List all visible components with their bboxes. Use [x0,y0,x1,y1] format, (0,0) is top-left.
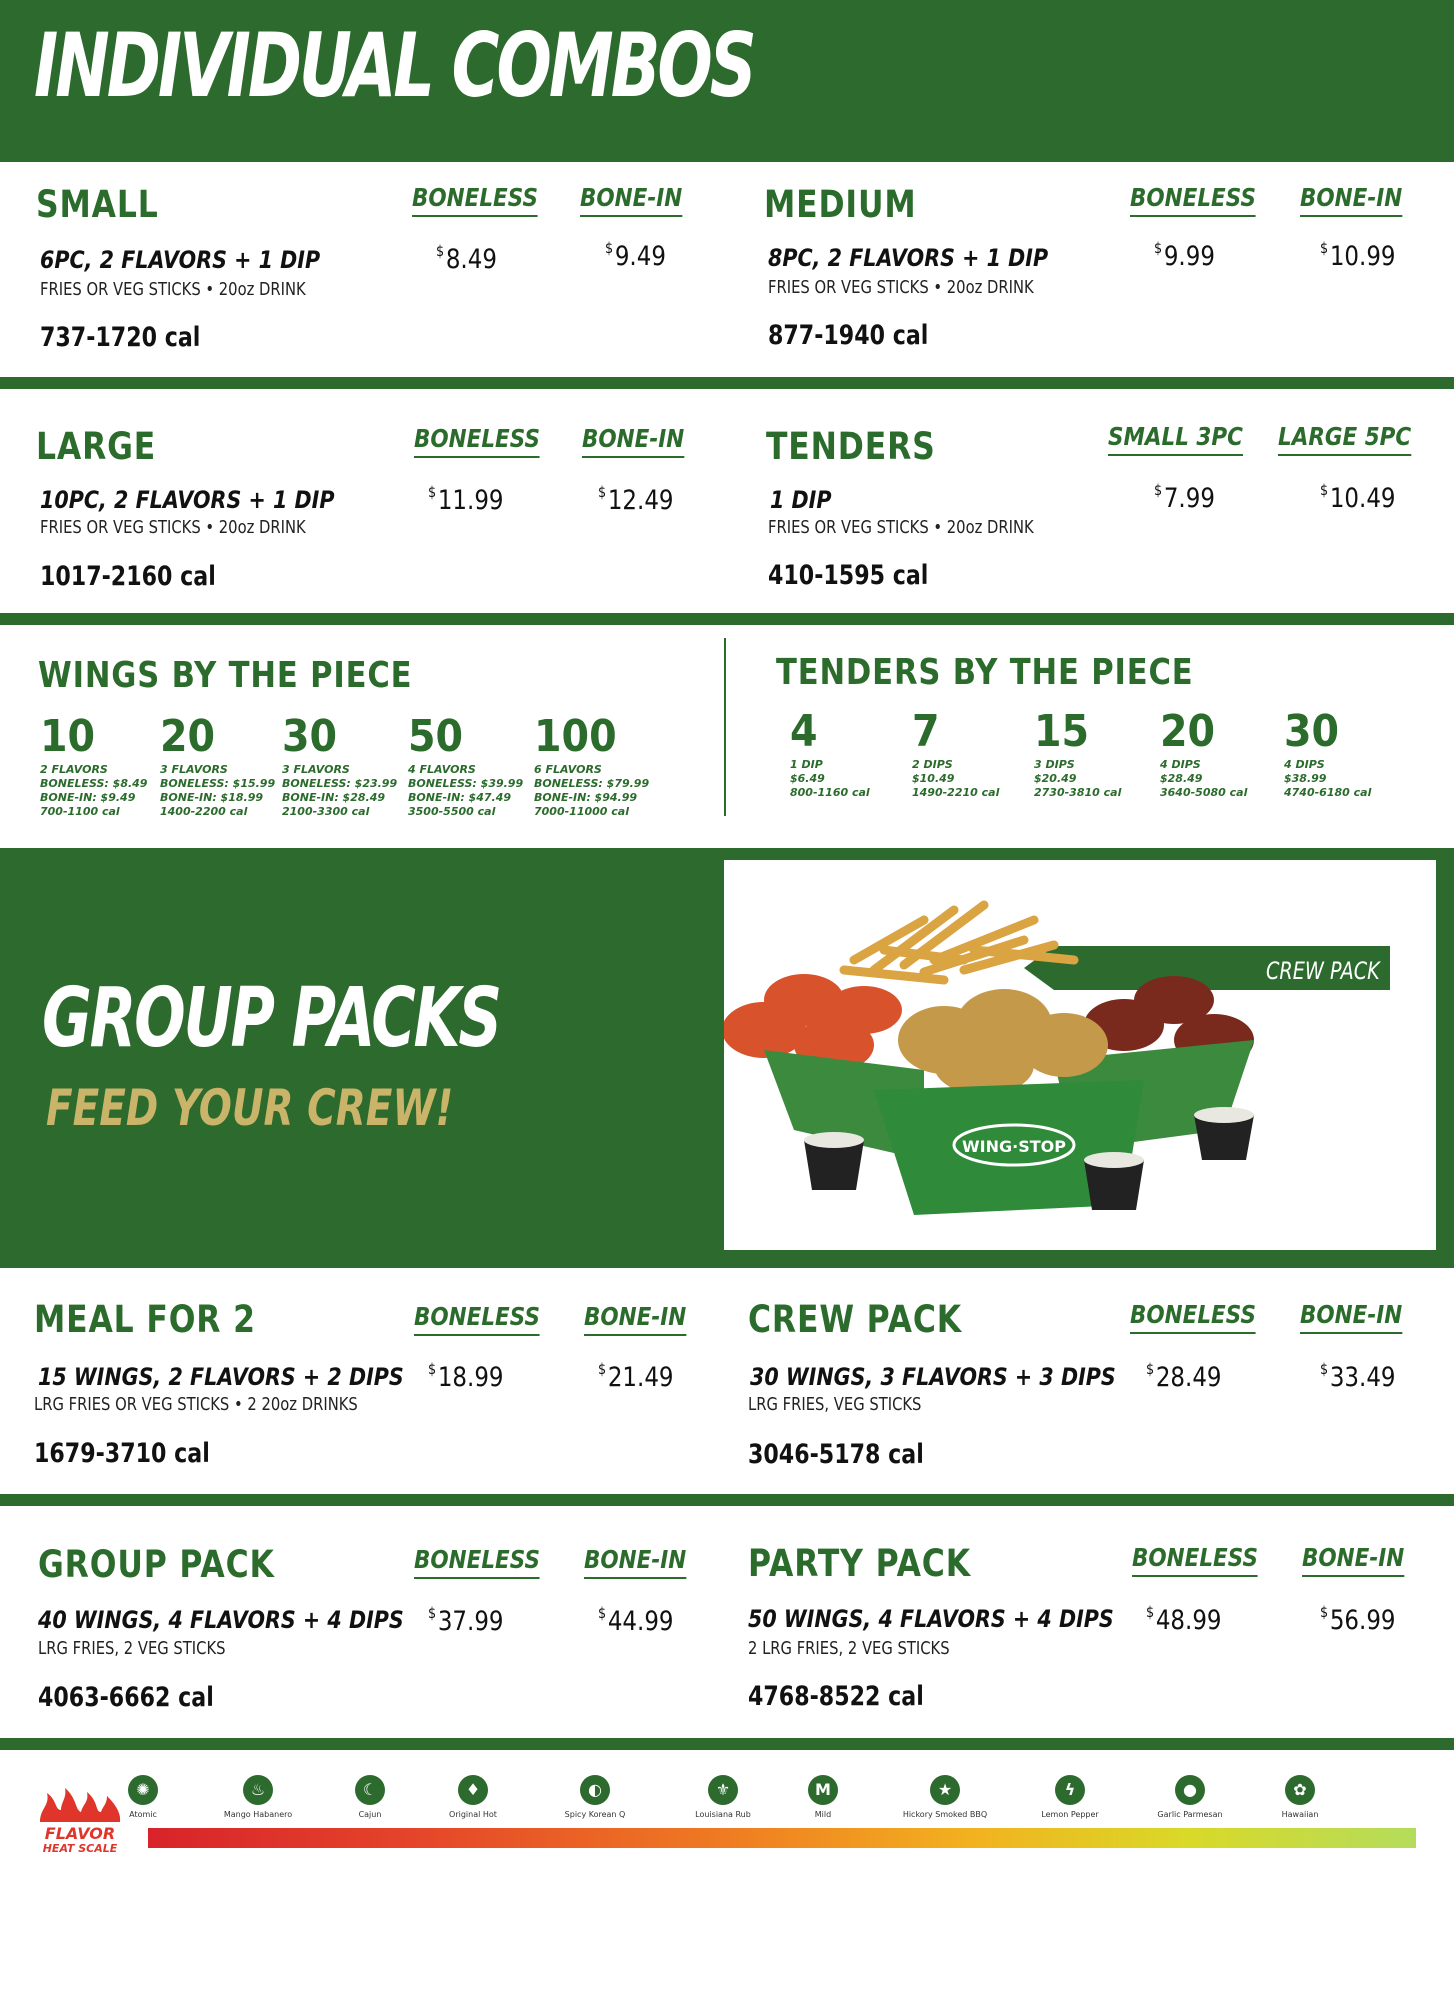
page-title: INDIVIDUAL COMBOS [34,14,754,117]
price-small: $7.99 [1154,481,1215,514]
pack-sub: LRG FRIES, 2 VEG STICKS [38,1638,226,1659]
flavor-label: Mild [814,1810,832,1819]
flavor-item [768,1775,878,1819]
pack-desc: 30 WINGS, 3 FLAVORS + 3 DIPS [750,1363,1116,1391]
garlic-icon: ● [1175,1775,1205,1805]
col-bone-in: BONE-IN [584,1303,686,1336]
col-bone-in: BONE-IN [1300,1301,1402,1334]
star-icon: ★ [930,1775,960,1805]
piece-cal: 7000-11000 cal [534,805,629,818]
col-small: SMALL 3PC [1108,423,1243,456]
pack-desc: 40 WINGS, 4 FLAVORS + 4 DIPS [38,1606,404,1634]
piece-cal: 1490-2210 cal [912,786,1000,799]
combo-desc: 1 DIP [770,486,832,514]
piece-cal: 700-1100 cal [40,805,120,818]
combo-name: SMALL [36,183,159,226]
fleur-de-lis-icon: ⚜ [708,1775,738,1805]
piece-bone-in: BONE-IN: $47.49 [408,791,511,804]
pack-sub: LRG FRIES, VEG STICKS [748,1394,922,1415]
tenders-piece-item [790,706,870,800]
piece-flavors: 3 FLAVORS [282,763,350,776]
col-boneless: BONELESS [414,1546,540,1579]
piece-price: $6.49 [790,772,825,785]
piece-flavors: 3 FLAVORS [160,763,228,776]
col-boneless: BONELESS [414,1303,540,1336]
tenders-piece-item [1034,706,1122,800]
combo-desc: 10PC, 2 FLAVORS + 1 DIP [40,486,335,514]
group-packs-tagline: FEED YOUR CREW! [46,1079,454,1137]
piece-flavors: 6 FLAVORS [534,763,602,776]
piece-dips: 1 DIP [790,758,823,771]
price-boneless: $8.49 [436,242,497,275]
food-photo-area [724,860,1436,1250]
divider [0,1494,1454,1506]
price-bone-in: $21.49 [598,1360,674,1393]
pack-cal: 4768-8522 cal [748,1681,924,1712]
piece-boneless: BONELESS: $79.99 [534,777,650,790]
combo-sub: FRIES OR VEG STICKS • 20oz DRINK [40,517,306,538]
pack-cal: 4063-6662 cal [38,1682,214,1713]
flavor-label: Garlic Parmesan [1157,1810,1223,1819]
combo-desc: 8PC, 2 FLAVORS + 1 DIP [768,244,1049,272]
pack-desc: 50 WINGS, 4 FLAVORS + 4 DIPS [748,1605,1114,1633]
flavor-item [540,1775,650,1819]
col-large: LARGE 5PC [1278,423,1411,456]
pack-name: PARTY PACK [748,1542,971,1585]
atom-icon: ✺ [128,1775,158,1805]
heat-label-top: FLAVOR [44,1824,116,1843]
piece-count: 20 [1160,706,1216,757]
wings-piece-title: WINGS BY THE PIECE [38,655,413,696]
combo-name: LARGE [36,425,157,468]
pack-name: CREW PACK [748,1298,963,1341]
piece-cal: 3640-5080 cal [1160,786,1248,799]
piece-cal: 800-1160 cal [790,786,870,799]
combo-cal: 877-1940 cal [768,320,929,351]
lightning-icon: ϟ [1055,1775,1085,1805]
piece-count: 10 [40,711,96,762]
hibiscus-icon: ✿ [1285,1775,1315,1805]
flavor-item [203,1775,313,1819]
food-photo [724,860,1436,1250]
price-bone-in: $56.99 [1320,1603,1396,1636]
tenders-piece-item [912,706,1000,800]
combo-cal: 737-1720 cal [40,322,201,353]
piece-cal: 3500-5500 cal [408,805,496,818]
piece-bone-in: BONE-IN: $18.99 [160,791,263,804]
col-boneless: BONELESS [414,425,540,458]
piece-count: 15 [1034,706,1090,757]
price-bone-in: $9.49 [605,239,666,272]
wings-piece-item [282,711,398,819]
flavor-label: Spicy Korean Q [564,1810,626,1819]
piece-price: $38.99 [1284,772,1327,785]
flavor-label: Louisiana Rub [695,1810,751,1819]
price-bone-in: $12.49 [598,483,674,516]
piece-dips: 2 DIPS [912,758,953,771]
divider [0,1738,1454,1750]
pack-cal: 1679-3710 cal [34,1438,210,1469]
combo-sub: FRIES OR VEG STICKS • 20oz DRINK [768,277,1034,298]
piece-price: $28.49 [1160,772,1203,785]
price-boneless: $37.99 [428,1604,504,1637]
wings-piece-item [40,711,148,819]
price-boneless: $18.99 [428,1360,504,1393]
col-bone-in: BONE-IN [582,425,684,458]
flavor-label: Hickory Smoked BBQ [902,1810,988,1819]
piece-count: 50 [408,711,464,762]
wings-piece-item [534,711,650,819]
piece-cal: 1400-2200 cal [160,805,248,818]
piece-dips: 4 DIPS [1284,758,1325,771]
combo-sub: FRIES OR VEG STICKS • 20oz DRINK [768,517,1034,538]
piece-dips: 3 DIPS [1034,758,1075,771]
price-large: $10.49 [1320,481,1396,514]
pack-name: MEAL FOR 2 [34,1298,256,1341]
vertical-divider [724,638,726,816]
mango-icon: ♨ [243,1775,273,1805]
piece-bone-in: BONE-IN: $94.99 [534,791,637,804]
piece-count: 100 [534,711,617,762]
piece-bone-in: BONE-IN: $9.49 [40,791,136,804]
flavor-item [315,1775,425,1819]
wings-piece-item [408,711,524,819]
price-boneless: $28.49 [1146,1360,1222,1393]
tenders-piece-title: TENDERS BY THE PIECE [776,652,1194,693]
pack-cal: 3046-5178 cal [748,1439,924,1470]
flavor-item [1135,1775,1245,1819]
price-bone-in: $10.99 [1320,239,1396,272]
combo-sub: FRIES OR VEG STICKS • 20oz DRINK [40,279,306,300]
flavor-item [418,1775,528,1819]
combo-name: MEDIUM [764,183,917,226]
piece-flavors: 4 FLAVORS [408,763,476,776]
price-boneless: $11.99 [428,483,504,516]
piece-price: $10.49 [912,772,955,785]
divider [0,613,1454,625]
col-bone-in: BONE-IN [584,1546,686,1579]
flavor-label: Cajun [358,1810,382,1819]
price-bone-in: $44.99 [598,1604,674,1637]
box-logo: WING·STOP [962,1137,1066,1156]
piece-cal: 2100-3300 cal [282,805,370,818]
col-boneless: BONELESS [1132,1544,1258,1577]
flavor-item [88,1775,198,1819]
flavor-label: Hawaiian [1281,1810,1319,1819]
combo-cal: 410-1595 cal [768,560,929,591]
flavor-item [1015,1775,1125,1819]
flavor-label: Mango Habanero [223,1810,293,1819]
tenders-piece-item [1160,706,1248,800]
flavor-label: Atomic [129,1810,157,1819]
flavor-item [890,1775,1000,1819]
piece-cal: 2730-3810 cal [1034,786,1122,799]
piece-count: 4 [790,706,818,757]
group-packs-title: GROUP PACKS [42,971,500,1066]
piece-boneless: BONELESS: $15.99 [160,777,276,790]
flavor-label: Lemon Pepper [1041,1810,1099,1819]
col-bone-in: BONE-IN [1302,1544,1404,1577]
wings-piece-item [160,711,276,819]
pack-sub: LRG FRIES OR VEG STICKS • 2 20oz DRINKS [34,1394,358,1415]
pepper-icon: ☾ [355,1775,385,1805]
pack-desc: 15 WINGS, 2 FLAVORS + 2 DIPS [38,1363,404,1391]
piece-price: $20.49 [1034,772,1077,785]
col-bone-in: BONE-IN [1300,184,1402,217]
combo-cal: 1017-2160 cal [40,561,216,592]
piece-count: 30 [1284,706,1340,757]
m-icon: M [808,1775,838,1805]
col-bone-in: BONE-IN [580,184,682,217]
heat-label-bottom: HEAT SCALE [42,1842,118,1855]
col-boneless: BONELESS [1130,184,1256,217]
price-boneless: $9.99 [1154,239,1215,272]
col-boneless: BONELESS [412,184,538,217]
flavor-item [1245,1775,1355,1819]
combo-desc: 6PC, 2 FLAVORS + 1 DIP [40,246,321,274]
piece-flavors: 2 FLAVORS [40,763,108,776]
tenders-piece-item [1284,706,1372,800]
price-boneless: $48.99 [1146,1603,1222,1636]
divider [0,377,1454,389]
flavor-item [668,1775,778,1819]
piece-count: 30 [282,711,338,762]
piece-dips: 4 DIPS [1160,758,1201,771]
piece-cal: 4740-6180 cal [1284,786,1372,799]
flavor-label: Original Hot [449,1810,497,1819]
price-bone-in: $33.49 [1320,1360,1396,1393]
crew-pack-tag: CREW PACK [1266,957,1380,985]
piece-count: 7 [912,706,940,757]
combo-name: TENDERS [766,425,936,468]
swirl-icon: ◐ [580,1775,610,1805]
piece-boneless: BONELESS: $8.49 [40,777,148,790]
piece-boneless: BONELESS: $23.99 [282,777,398,790]
pack-name: GROUP PACK [38,1543,275,1586]
flame-icon: ♦ [458,1775,488,1805]
col-boneless: BONELESS [1130,1301,1256,1334]
piece-count: 20 [160,711,216,762]
pack-sub: 2 LRG FRIES, 2 VEG STICKS [748,1638,950,1659]
heat-gradient-bar [148,1828,1416,1848]
piece-boneless: BONELESS: $39.99 [408,777,524,790]
piece-bone-in: BONE-IN: $28.49 [282,791,385,804]
